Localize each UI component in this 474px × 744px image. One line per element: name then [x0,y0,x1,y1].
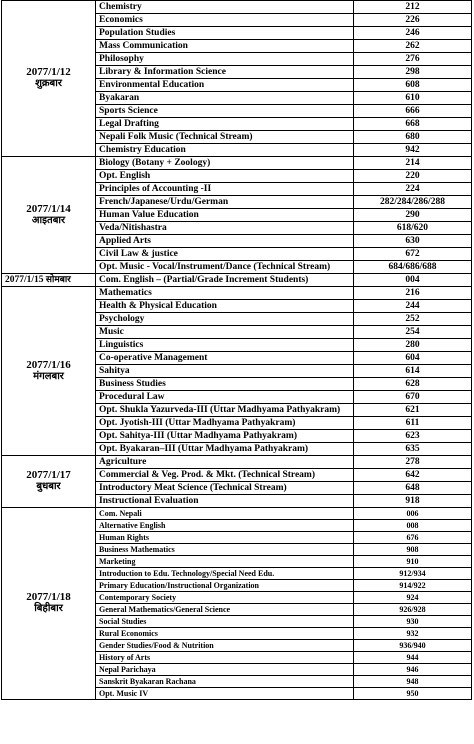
table-row [2,1,472,14]
subject-code: 226 [354,14,472,27]
subject-name: Primary Education/Instructional Organization [96,580,354,592]
subject-code: 918 [354,495,472,508]
subject-name: Environmental Education [96,79,354,92]
subject-code: 628 [354,378,472,391]
subject-name: French/Japanese/Urdu/German [96,196,354,209]
subject-name: Philosophy [96,53,354,66]
subject-name: History of Arts [96,652,354,664]
subject-name: Rural Economics [96,628,354,640]
subject-code: 262 [354,40,472,53]
subject-code: 924 [354,592,472,604]
subject-code: 912/934 [354,568,472,580]
subject-code: 618/620 [354,222,472,235]
subject-code: 684/686/688 [354,261,472,274]
subject-name: Nepali Folk Music (Technical Stream) [96,131,354,144]
subject-code: 220 [354,170,472,183]
exam-date-cell [2,1,96,157]
subject-name: Mass Communication [96,40,354,53]
subject-name: Opt. Shukla Yazurveda-III (Uttar Madhyama Pathyakram) [96,404,354,417]
subject-code: 950 [354,688,472,700]
subject-name: Legal Drafting [96,118,354,131]
subject-name: Sports Science [96,105,354,118]
subject-code: 290 [354,209,472,222]
subject-code: 611 [354,417,472,430]
subject-code: 216 [354,287,472,300]
subject-code: 630 [354,235,472,248]
subject-name: Library & Information Science [96,66,354,79]
subject-code: 946 [354,664,472,676]
subject-name: Marketing [96,556,354,568]
subject-code: 604 [354,352,472,365]
exam-schedule-table [1,0,472,700]
exam-date-cell [2,287,96,456]
exam-weekday: आइतबार [31,214,66,226]
subject-name: Applied Arts [96,235,354,248]
subject-code: 254 [354,326,472,339]
exam-date: 2077/1/18 [26,591,71,603]
subject-name: Veda/Nitishastra [96,222,354,235]
subject-code: 621 [354,404,472,417]
subject-name: Co-operative Management [96,352,354,365]
subject-code: 278 [354,456,472,469]
subject-code: 635 [354,443,472,456]
subject-name: Civil Law & justice [96,248,354,261]
exam-date-cell [2,157,96,274]
subject-name: Agriculture [96,456,354,469]
subject-code: 252 [354,313,472,326]
subject-name: Com. English – (Partial/Grade Increment Students) [96,274,354,287]
subject-name: Health & Physical Education [96,300,354,313]
subject-name: Opt. Jyotish-III (Uttar Madhyama Pathyakram) [96,417,354,430]
subject-name: Linguistics [96,339,354,352]
subject-name: Population Studies [96,27,354,40]
exam-weekday: बुधबार [36,481,61,492]
subject-name: Sanskrit Byakaran Rachana [96,676,354,688]
subject-name: Opt. Byakaran–III (Uttar Madhyama Pathyakram) [96,443,354,456]
subject-name: Economics [96,14,354,27]
subject-code: 212 [354,1,472,14]
subject-code: 668 [354,118,472,131]
subject-name: Nepal Parichaya [96,664,354,676]
subject-code: 926/928 [354,604,472,616]
subject-code: 676 [354,532,472,544]
subject-name: Introduction to Edu. Technology/Special Need Edu. [96,568,354,580]
subject-name: Human Rights [96,532,354,544]
table-row [2,508,472,520]
subject-name: Psychology [96,313,354,326]
subject-name: Commercial & Veg. Prod. & Mkt. (Technical Stream) [96,469,354,482]
exam-date: 2077/1/16 [26,358,71,371]
subject-code: 908 [354,544,472,556]
subject-name: Com. Nepali [96,508,354,520]
exam-date-cell [2,274,96,287]
subject-name: Chemistry [96,1,354,14]
subject-code: 280 [354,339,472,352]
exam-date: 2077/1/12 [26,66,71,78]
subject-name: Sahitya [96,365,354,378]
subject-name: Business Mathematics [96,544,354,556]
exam-date: 2077/1/14 [26,202,71,215]
subject-code: 680 [354,131,472,144]
subject-code: 944 [354,652,472,664]
subject-name: Opt. Sahitya-III (Uttar Madhyama Pathyakram) [96,430,354,443]
subject-name: Opt. Music - Vocal/Instrument/Dance (Technical Stream) [96,261,354,274]
subject-name: Biology (Botany + Zoology) [96,157,354,170]
subject-code: 610 [354,92,472,105]
subject-name: Music [96,326,354,339]
table-row [2,287,472,300]
subject-name: Instructional Evaluation [96,495,354,508]
subject-code: 004 [354,274,472,287]
subject-code: 006 [354,508,472,520]
table-row [2,157,472,170]
subject-code: 608 [354,79,472,92]
exam-weekday: बिहीबार [34,603,63,614]
subject-code: 282/284/286/288 [354,196,472,209]
subject-code: 932 [354,628,472,640]
subject-code: 648 [354,482,472,495]
table-row [2,456,472,469]
subject-code: 246 [354,27,472,40]
exam-date: 2077/1/15 [5,274,44,285]
subject-name: General Mathematics/General Science [96,604,354,616]
subject-name: Opt. English [96,170,354,183]
subject-name: Gender Studies/Food & Nutrition [96,640,354,652]
subject-code: 642 [354,469,472,482]
subject-code: 666 [354,105,472,118]
subject-code: 298 [354,66,472,79]
subject-name: Principles of Accounting -II [96,183,354,196]
exam-weekday: मंगलबार [33,370,64,382]
subject-code: 244 [354,300,472,313]
subject-code: 942 [354,144,472,157]
exam-weekday: सोमबार [45,274,71,285]
subject-code: 948 [354,676,472,688]
subject-code: 914/922 [354,580,472,592]
table-row [2,274,472,287]
subject-name: Introductory Meat Science (Technical Stream) [96,482,354,495]
subject-code: 910 [354,556,472,568]
exam-date-cell [2,456,96,508]
subject-code: 670 [354,391,472,404]
exam-date-cell [2,508,96,700]
subject-name: Chemistry Education [96,144,354,157]
subject-code: 614 [354,365,472,378]
subject-code: 008 [354,520,472,532]
subject-name: Byakaran [96,92,354,105]
subject-name: Mathematics [96,287,354,300]
subject-code: 276 [354,53,472,66]
subject-name: Business Studies [96,378,354,391]
subject-code: 930 [354,616,472,628]
subject-name: Social Studies [96,616,354,628]
exam-weekday: शुक्रबार [35,78,62,89]
subject-name: Opt. Music IV [96,688,354,700]
subject-code: 224 [354,183,472,196]
subject-name: Procedural Law [96,391,354,404]
subject-code: 214 [354,157,472,170]
schedule-body [2,1,472,700]
subject-name: Alternative English [96,520,354,532]
subject-name: Human Value Education [96,209,354,222]
subject-code: 672 [354,248,472,261]
subject-code: 936/940 [354,640,472,652]
subject-name: Contemporary Society [96,592,354,604]
exam-date: 2077/1/17 [26,469,71,481]
subject-code: 623 [354,430,472,443]
